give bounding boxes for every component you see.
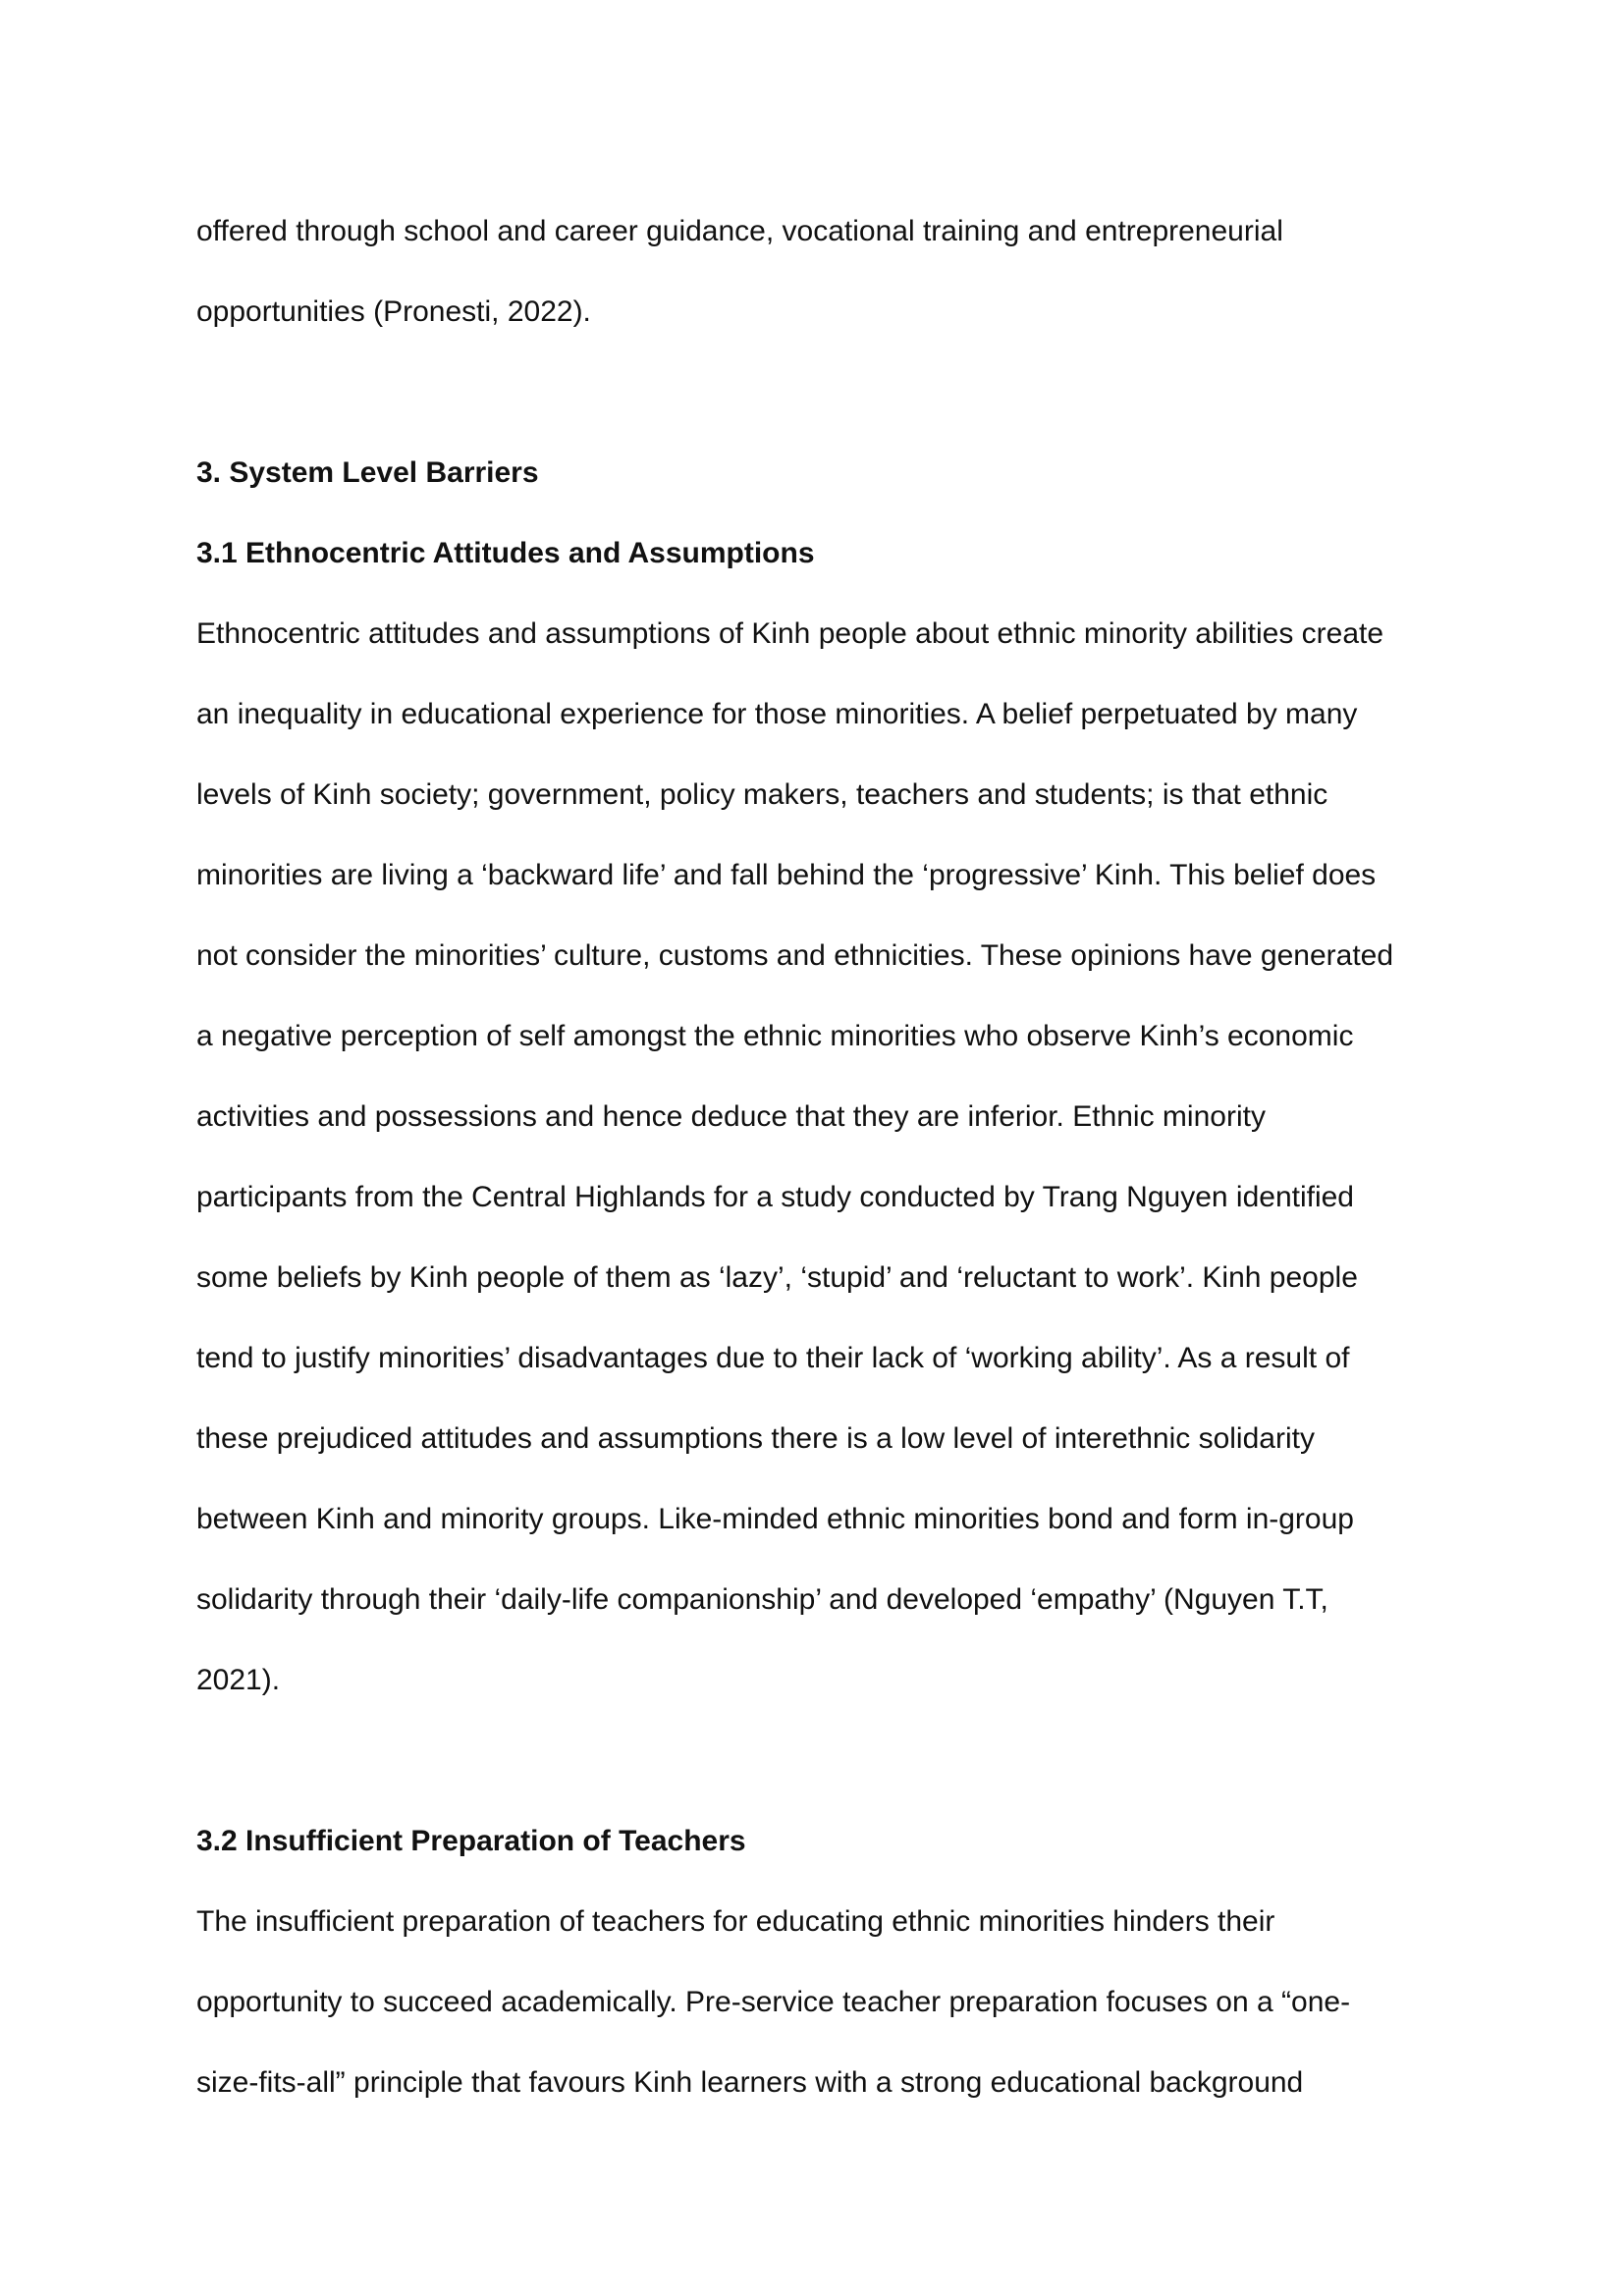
paragraph-line: minorities are living a ‘backward life’ and fall behind the ‘progressive’ Kinh. This belief does bbox=[196, 859, 1377, 891]
paragraph-line: The insufficient preparation of teachers for educating ethnic minorities hinders their bbox=[196, 1905, 1275, 1938]
paragraph-line: these prejudiced attitudes and assumptions there is a low level of interethnic solidarity bbox=[196, 1422, 1315, 1455]
subsection-heading: 3.1 Ethnocentric Attitudes and Assumptions bbox=[196, 537, 815, 569]
section-heading: 3. System Level Barriers bbox=[196, 456, 539, 489]
paragraph-spacer bbox=[196, 352, 1443, 433]
paragraph-line: opportunities (Pronesti, 2022). bbox=[196, 295, 591, 328]
paragraph-line: an inequality in educational experience for those minorities. A belief perpetuated by many bbox=[196, 698, 1358, 730]
paragraph-line: offered through school and career guidance, vocational training and entrepreneurial bbox=[196, 215, 1283, 247]
subsection-heading: 3.2 Insufficient Preparation of Teachers bbox=[196, 1825, 746, 1857]
paragraph-line: between Kinh and minority groups. Like-minded ethnic minorities bond and form in-group bbox=[196, 1503, 1354, 1535]
paragraph-line: tend to justify minorities’ disadvantages due to their lack of ‘working ability’. As a result of bbox=[196, 1342, 1350, 1374]
paragraph-line: 2021). bbox=[196, 1664, 281, 1696]
paragraph-line: levels of Kinh society; government, policy makers, teachers and students; is that ethnic bbox=[196, 778, 1328, 811]
paragraph-line: not consider the minorities’ culture, customs and ethnicities. These opinions have generated bbox=[196, 939, 1394, 972]
paragraph-line: solidarity through their ‘daily-life companionship’ and developed ‘empathy’ (Nguyen T.T, bbox=[196, 1583, 1328, 1616]
paragraph-line: some beliefs by Kinh people of them as ‘lazy’, ‘stupid’ and ‘reluctant to work’. Kinh people bbox=[196, 1261, 1358, 1294]
paragraph-line: a negative perception of self amongst the ethnic minorities who observe Kinh’s economic bbox=[196, 1020, 1354, 1052]
paragraph-line: participants from the Central Highlands for a study conducted by Trang Nguyen identified bbox=[196, 1181, 1354, 1213]
document-body bbox=[196, 191, 1443, 2123]
paragraph-line: Ethnocentric attitudes and assumptions of Kinh people about ethnic minority abilities create bbox=[196, 617, 1384, 650]
paragraph-line: size-fits-all” principle that favours Kinh learners with a strong educational background bbox=[196, 2066, 1304, 2099]
paragraph-line: activities and possessions and hence deduce that they are inferior. Ethnic minority bbox=[196, 1100, 1266, 1133]
paragraph-line: opportunity to succeed academically. Pre-service teacher preparation focuses on a “one- bbox=[196, 1986, 1351, 2018]
paragraph-spacer bbox=[196, 1721, 1443, 1801]
